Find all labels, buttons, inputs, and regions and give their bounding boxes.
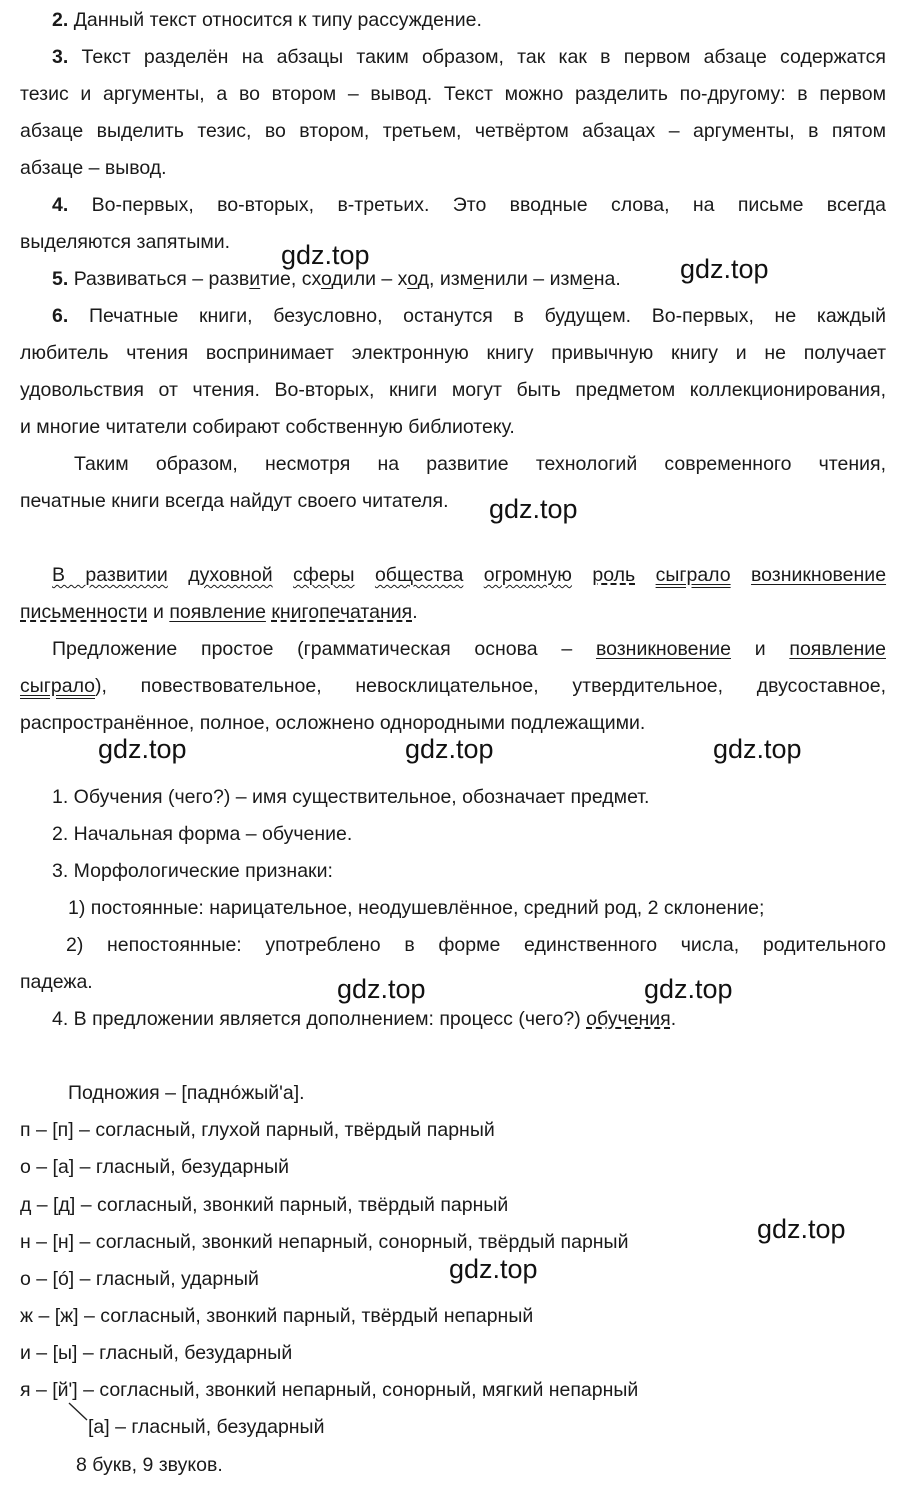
conclusion-line-1: Таким образом, несмотря на развитие технологий современного чтения, (74, 453, 886, 475)
connector-line-icon (68, 1402, 90, 1422)
period: . (412, 601, 418, 623)
answer-6-line-3: удовольствия от чтения. Во-вторых, книги могут быть предметом коллекционирования, (20, 379, 886, 401)
attribute: книгопечатания (271, 601, 413, 623)
sound-row: и – [ы] – гласный, безударный (20, 1342, 293, 1364)
answer-6-line-4: и многие читатели собирают собственную библиотеку. (20, 416, 515, 438)
morph-item-3: 3. Морфологические признаки: (52, 860, 333, 882)
answer-5 (52, 267, 621, 291)
watermark: gdz.top (405, 734, 494, 764)
answer-6-line-2: любитель чтения воспринимает электронную книгу привычную книгу и не получает (20, 342, 886, 364)
item-number: 3. (52, 46, 69, 68)
period: . (615, 268, 621, 290)
word-part: изм (439, 268, 474, 290)
sound-row: п – [п] – согласный, глухой парный, твёрдый парный (20, 1119, 495, 1141)
attribute: огромную (483, 564, 572, 586)
watermark: gdz.top (489, 494, 578, 524)
parsed-sentence-line-1 (52, 563, 886, 587)
text: ), повествовательное, невосклицательное, утвердительное, двусоставное, (95, 675, 886, 697)
answer-3-line-4: абзаце – вывод. (20, 157, 167, 179)
parsed-sentence-line-2 (20, 600, 418, 624)
analysis-line-1 (52, 637, 886, 661)
stressed-vowel: о (407, 268, 418, 290)
letters-sounds-total: 8 букв, 9 звуков. (76, 1454, 223, 1476)
predicate: сыграло (655, 564, 731, 586)
item-number: 2. (52, 9, 69, 31)
adverbial: В развитии (52, 564, 168, 586)
answer-text: Данный текст относится к типу рассуждение. (73, 9, 482, 31)
attribute: письменности (20, 601, 148, 623)
watermark: gdz.top (98, 734, 187, 764)
predicate: сыграло (20, 675, 96, 697)
object: обучения (586, 1008, 671, 1030)
comma: , (290, 268, 302, 290)
word-part: х (397, 268, 408, 290)
watermark: gdz.top (449, 1254, 538, 1284)
answer-3-line-3: абзаце выделить тезис, во втором, третьем, четвёртом абзацах – аргументы, в пятом (20, 120, 886, 142)
word: Развиваться (73, 268, 187, 290)
answer-2 (52, 8, 482, 32)
stressed-vowel: и (249, 268, 261, 290)
dash: – (186, 268, 209, 290)
sound-row: ж – [ж] – согласный, звонкий парный, твёрдый непарный (20, 1305, 534, 1327)
text: 4. В предложении является дополнением: процесс (чего?) (52, 1008, 587, 1030)
item-number: 5. (52, 268, 69, 290)
watermark: gdz.top (281, 240, 370, 270)
morph-item-3-2-line-2: падежа. (20, 971, 93, 993)
conclusion-line-2: печатные книги всегда найдут своего читателя. (20, 490, 449, 512)
stressed-vowel: е (473, 268, 484, 290)
item-number: 6. (52, 305, 69, 327)
stressed-vowel: е (582, 268, 594, 290)
item-number: 4. (52, 194, 69, 216)
morph-item-1: 1. Обучения (чего?) – имя существительное, обозначает предмет. (52, 786, 650, 808)
watermark: gdz.top (337, 974, 426, 1004)
word-part: дили (331, 268, 376, 290)
morph-item-3-2-line-1: 2) непостоянные: употреблено в форме единственного числа, родительного (66, 934, 886, 956)
word-part: на (593, 268, 616, 290)
watermark: gdz.top (644, 974, 733, 1004)
sound-row: н – [н] – согласный, звонкий непарный, сонорный, твёрдый парный (20, 1231, 629, 1253)
text: Текст разделён на абзацы таким образом, так как в первом абзаце содержатся (81, 46, 886, 68)
attribute: сферы (293, 564, 355, 586)
sound-row: о – [ó] – гласный, ударный (20, 1268, 259, 1290)
text: Печатные книги, безусловно, останутся в будущем. Во-первых, не каждый (88, 305, 886, 327)
attribute: общества (374, 564, 464, 586)
word-part: изм (549, 268, 583, 290)
answer-3-line-1 (52, 45, 886, 69)
word-part: тие (260, 268, 291, 290)
word-part: нили (483, 268, 528, 290)
phonetic-word: Подножия – [паднóжый'а]. (68, 1082, 305, 1104)
object: роль (592, 564, 636, 586)
conjunction: и (147, 601, 170, 623)
subject: возникновение (751, 564, 887, 586)
subject: появление (789, 638, 886, 660)
watermark: gdz.top (713, 734, 802, 764)
text: Во-первых, во-вторых, в-третьих. Это вводные слова, на письме всегда (91, 194, 887, 216)
word-part: разв (208, 268, 250, 290)
watermark: gdz.top (680, 254, 769, 284)
comma: , (429, 268, 440, 290)
word-part: д (417, 268, 429, 290)
analysis-line-3: распространённое, полное, осложнено однородными подлежащими. (20, 712, 646, 734)
sound-row: д – [д] – согласный, звонкий парный, твёрдый парный (20, 1194, 509, 1216)
watermark: gdz.top (757, 1214, 846, 1244)
text: и (730, 638, 790, 660)
morph-item-2: 2. Начальная форма – обучение. (52, 823, 353, 845)
subject: возникновение (595, 638, 731, 660)
attribute: духовной (188, 564, 273, 586)
sound-row-extra: [а] – гласный, безударный (88, 1416, 325, 1438)
word-part: сх (301, 268, 321, 290)
stressed-vowel: о (321, 268, 332, 290)
morph-item-3-1: 1) постоянные: нарицательное, неодушевлённое, средний род, 2 склонение; (68, 897, 765, 919)
period: . (670, 1008, 677, 1030)
answer-4-line-2: выделяются запятыми. (20, 231, 231, 253)
answer-4-line-1 (52, 193, 886, 217)
subject: появление (169, 601, 266, 623)
sound-row: о – [а] – гласный, безударный (20, 1156, 289, 1178)
analysis-line-2 (20, 674, 886, 698)
morph-item-4 (52, 1007, 676, 1031)
sound-row: я – [й'] – согласный, звонкий непарный, сонорный, мягкий непарный (20, 1379, 639, 1401)
dash: – (375, 268, 398, 290)
text: Предложение простое (грамматическая основа – (52, 638, 596, 660)
answer-6-line-1 (52, 304, 886, 328)
answer-3-line-2: тезис и аргументы, а во втором – вывод. Текст можно разделить по-другому: в первом (20, 83, 886, 105)
dash: – (527, 268, 550, 290)
